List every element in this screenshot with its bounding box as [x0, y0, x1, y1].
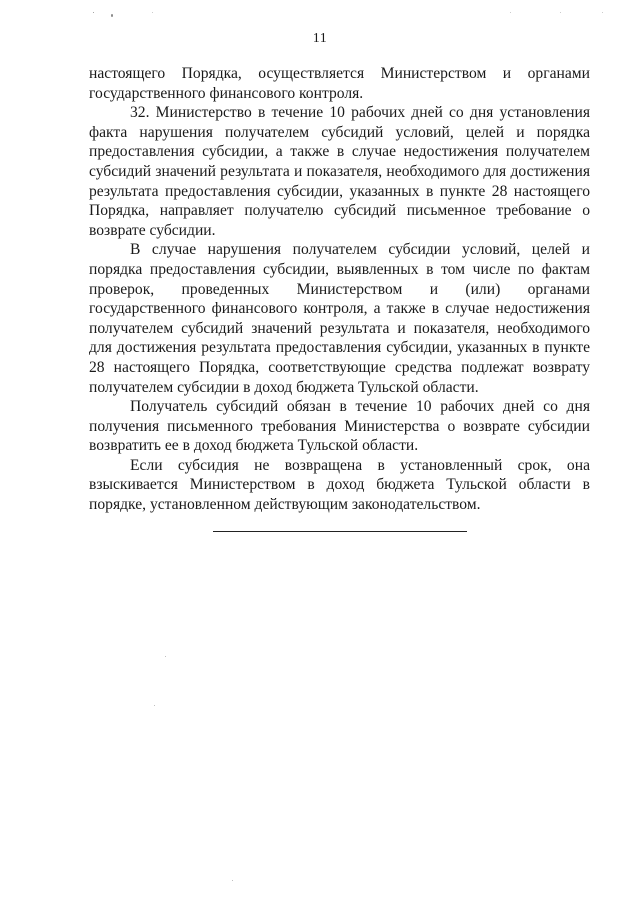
paragraph-violation-return: В случае нарушения получателем субсидии условий, целей и порядка предоставления субсидии, выявленных в том числе по фактам проверок, проведенных Министерством и (или) органами государственного финансового контроля, а также в случае недостижения получателем субсидий значений результата и показателя, необходимого для достижения результата предоставления субсидии, указанных в пункте 28 настоящего Порядка, соответствующие средства подлежат возврату получателем субсидии в доход бюджета Тульской области.	[89, 241, 590, 396]
scan-speck	[602, 12, 603, 13]
scan-speck	[560, 12, 561, 13]
end-of-document-rule	[213, 531, 467, 532]
scan-speck	[232, 880, 233, 881]
paragraph-continuation: настоящего Порядка, осуществляется Министерством и органами государственного финансового контроля.	[89, 65, 590, 102]
scan-speck	[111, 14, 113, 17]
scan-speck	[154, 705, 155, 706]
paragraph-enforcement: Если субсидия не возвращена в установленный срок, она взыскивается Министерством в доход бюджета Тульской области в порядке, установленном действующим законодательством.	[89, 456, 590, 514]
scan-speck	[510, 12, 511, 13]
scan-speck	[93, 12, 94, 13]
paragraph-item-32: 32. Министерство в течение 10 рабочих дней со дня установления факта нарушения получателем субсидий условий, целей и порядка предоставления субсидии, а также в случае недостижения получателем субсидий значений результата и показателя, необходимого для достижения результата предоставления субсидии, указанных в пункте 28 настоящего Порядка, направляет получателю субсидий письменное требование о возврате субсидии.	[89, 104, 590, 239]
body-text	[89, 64, 590, 515]
paragraph-recipient-obligation: Получатель субсидий обязан в течение 10 рабочих дней со дня получения письменного требования Министерства о возврате субсидии возвратить ее в доход бюджета Тульской области.	[89, 398, 590, 455]
scan-speck	[165, 656, 166, 657]
scan-speck	[152, 12, 153, 13]
page-number: 11	[312, 31, 328, 46]
